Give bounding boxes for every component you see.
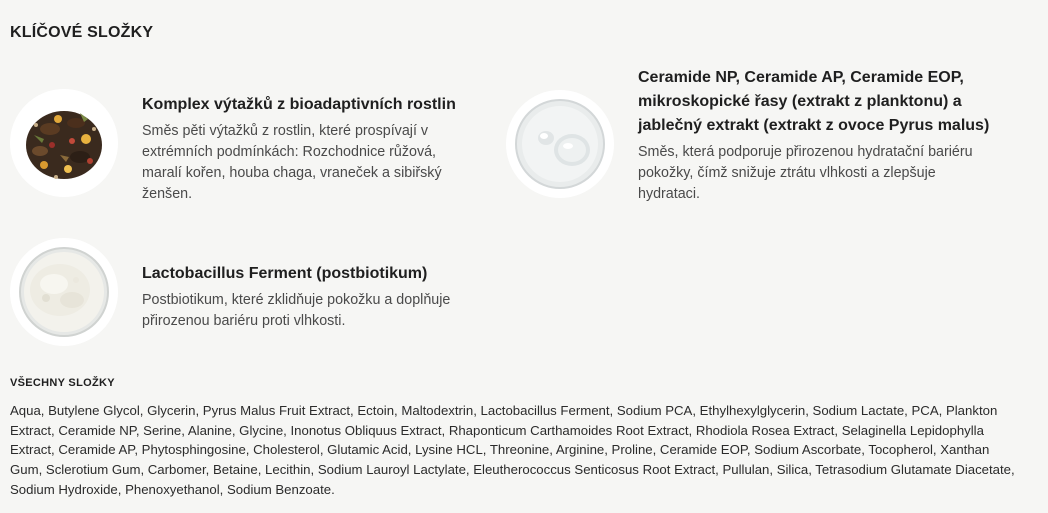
ingredient-item [506,66,998,205]
ingredient-description: Postbiotikum, které zklidňuje pokožku a doplňuje přirozenou bariéru proti vlhkosti. [142,292,451,329]
ingredient-name: Komplex výtažků z bioadaptivních rostlin [142,96,456,113]
ingredient-description: Směs, která podporuje přirozenou hydratační bariéru pokožky, čímž snižuje ztrátu vlhkosti a zlepšuje hydrataci. [638,144,973,202]
all-ingredients-list: Aqua, Butylene Glycol, Glycerin, Pyrus Malus Fruit Extract, Ectoin, Maltodextrin, Lactobacillus Ferment, Sodium PCA, Ethylhexylglycerin, Sodium Lactate, PCA, Plankton Extract, Ceramide NP, Serine, Alanine, Glycine, Inonotus Obliquus Extract, Rhaponticum Carthamoides Root Extract, Rhodiola Rosea Extract, Selaginella Lepidophylla Extract, Ceramide AP, Phytosphingosine, Cholesterol, Glutamic Acid, Lysine HCL, Threonine, Arginine, Proline, Ceramide EOP, Sodium Ascorbate, Tocopherol, Xanthan Gum, Sclerotium Gum, Carbomer, Betaine, Lecithin, Sodium Lauroyl Lactylate, Eleutherococcus Senticosus Root Extract, Pullulan, Silica, Tetrasodium Glutamate Diacetate, Sodium Hydroxide, Phenoxyethanol, Sodium Benzoate. [10,403,1015,497]
gel-dish-image [506,90,614,198]
all-ingredients-title: VŠECHNY SLOŽKY [10,377,115,389]
key-ingredients-title: KLÍČOVÉ SLOŽKY [10,24,154,41]
ingredient-name: Ceramide NP, Ceramide AP, Ceramide EOP, mikroskopické řasy (extrakt z planktonu) a jablečný extrakt (extrakt z ovoce Pyrus malus) [638,69,990,134]
powder-dish-image [10,238,118,346]
ingredient-name: Lactobacillus Ferment (postbiotikum) [142,265,428,282]
ingredient-description: Směs pěti výtažků z rostlin, které prospívají v extrémních podmínkách: Rozchodnice růžová, maralí kořen, houba chaga, vraneček a sibiřský ženšen. [142,123,442,202]
ingredient-item [10,89,472,205]
herbal-blend-image [10,89,118,197]
ingredient-item [10,238,482,346]
